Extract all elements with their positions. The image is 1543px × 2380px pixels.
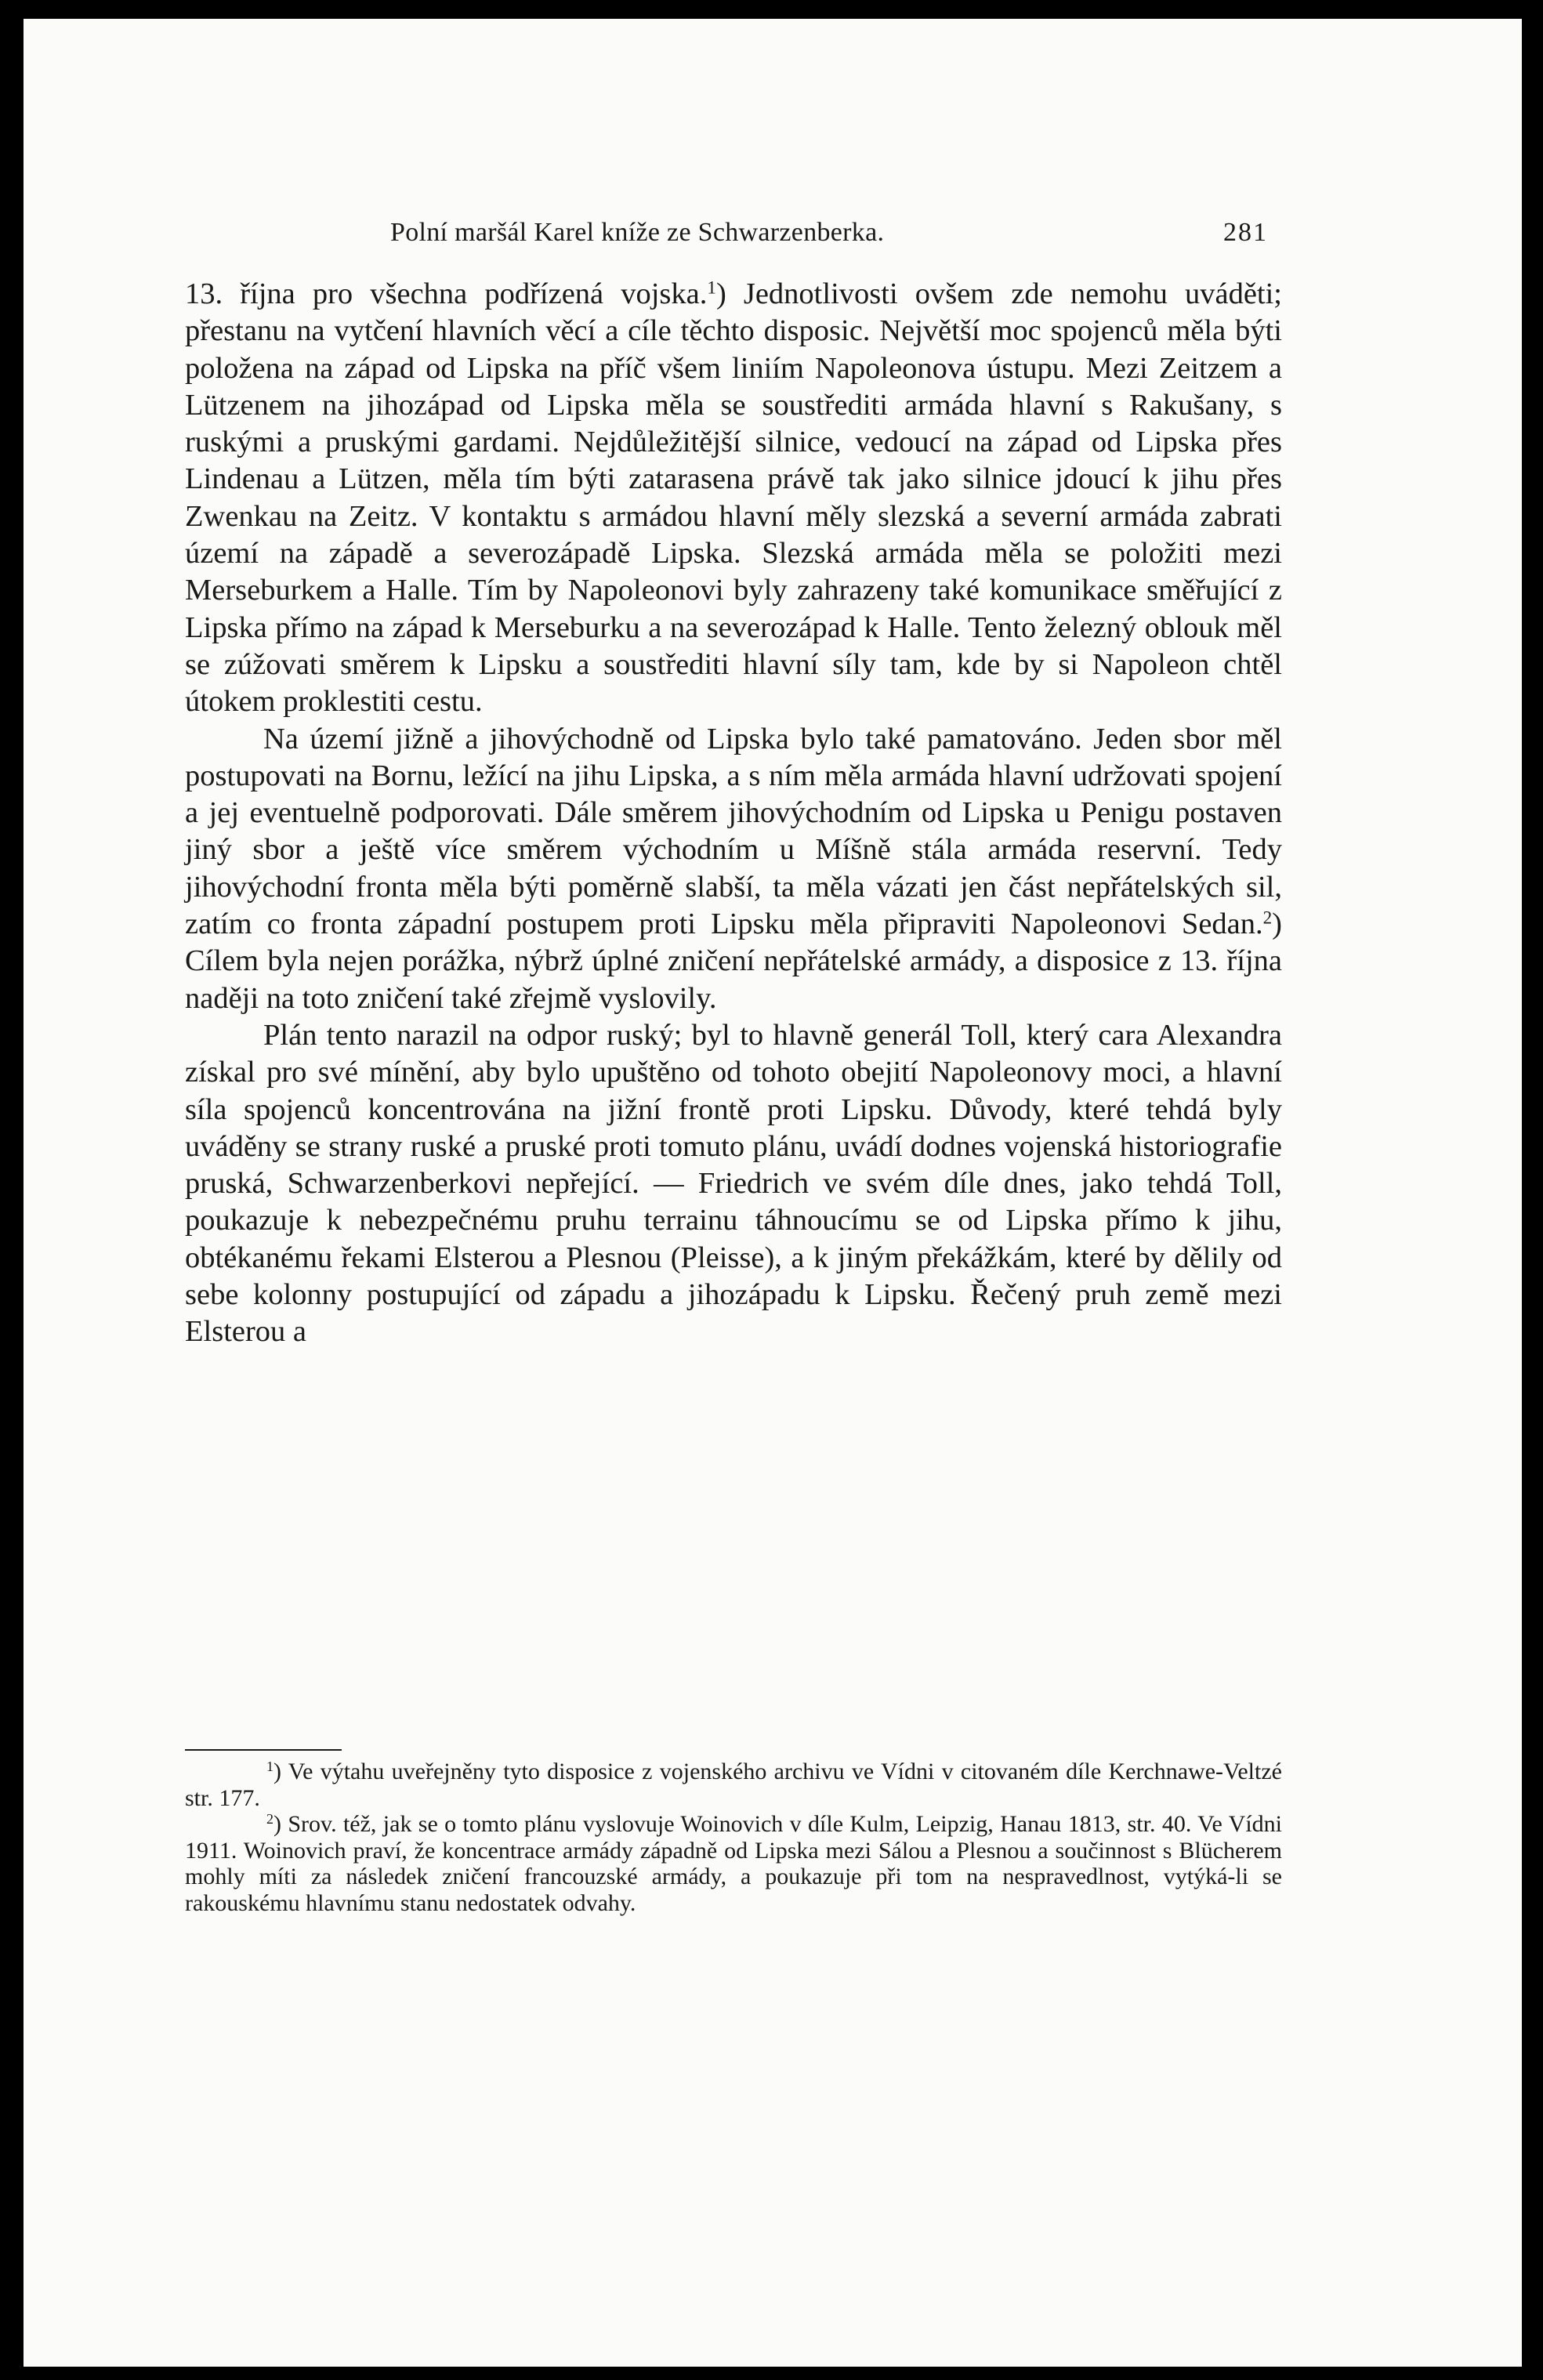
body-text (185, 276, 1282, 1351)
footnote-2 (185, 1811, 1282, 1916)
footnotes (185, 1759, 1282, 1916)
footnote-2-marker: 2 (266, 1811, 273, 1828)
paragraph-2 (185, 721, 1282, 1017)
paragraph-1-text-a: 13. října pro všechna podřízená vojska. (185, 277, 708, 310)
paragraph-1-text-b: ) Jednotlivosti ovšem zde nemohu uváděti; přestanu na vytčení hlavních věcí a cíle těchto disposic. Největší moc spojenců měla býti položena na západ od Lipska na příč všem liniím Napoleonova ústupu. Mezi Zeitzem a Lützenem na jihozápad od Lipska měla se soustřediti armáda hlavní s Rakušany, s ruskými a pruskými gardami. Nejdůležitější silnice, vedoucí na západ od Lipska přes Lindenau a Lützen, měla tím býti zatarasena právě tak jako silnice jdoucí k jihu přes Zwenkau na Zeitz. V kontaktu s armádou hlavní měly slezská a severní armáda zabrati území na západě a severozápadě Lipska. Slezská armáda měla se položiti mezi Merseburkem a Halle. Tím by Napoleonovi byly zahrazeny také komunikace směřující z Lipska přímo na západ k Merseburku a na severozápad k Halle. Tento železný oblouk měl se zúžovati směrem k Lipsku a soustřediti hlavní síly tam, kde by si Napoleon chtěl útokem proklestiti cestu. (185, 277, 1282, 719)
paragraph-2-text-a: Na území jižně a jihovýchodně od Lipska bylo také pamatováno. Jeden sbor měl postupovati na Bornu, ležící na jihu Lipska, a s ním měla armáda hlavní udržovati spojení a jej eventuelně podporovati. Dále směrem jihovýchodním od Lipska u Penigu postaven jiný sbor a ještě více směrem východním u Míšně stála armáda reservní. Tedy jihovýchodní fronta měla býti poměrně slabší, ta měla vázati jen část nepřátelských sil, zatím co fronta západní postupem proti Lipsku měla připraviti Napoleonovi Sedan. (185, 722, 1282, 941)
footnote-ref-2: 2 (1262, 907, 1273, 928)
footnote-1 (185, 1759, 1282, 1811)
footnote-2-text: ) Srov. též, jak se o tomto plánu vyslovuje Woinovich v díle Kulm, Leipzig, Hanau 1813, str. 40. Ve Vídni 1911. Woinovich praví, že koncentrace armády západně od Lipska mezi Sálou a Plesnou a součinnost s Blücherem mohly míti za následek zničení francouzské armády, a poukazuje při tom na nespravedlnost, vytýká-li se rakouskému hlavnímu stanu nedostatek odvahy. (185, 1811, 1282, 1916)
paragraph-1 (185, 276, 1282, 721)
page-number: 281 (1223, 218, 1268, 247)
footnote-rule (185, 1749, 342, 1751)
paragraph-2-text-b: ) Cílem byla nejen porážka, nýbrž úplné zničení nepřátelské armády, a disposice z 13. října naději na toto zničení také zřejmě vyslovily. (185, 907, 1282, 1015)
footnote-ref-1: 1 (707, 277, 716, 298)
footnote-1-marker: 1 (266, 1759, 273, 1775)
paragraph-3: Plán tento narazil na odpor ruský; byl to hlavně generál Toll, který cara Alexandra získal pro své mínění, aby bylo upuštěno od tohoto obejití Napoleonovy moci, a hlavní síla spojenců koncentrována na jižní frontě proti Lipsku. Důvody, které tehdá byly uváděny se strany ruské a pruské proti tomuto plánu, uvádí dodnes vojenská historiografie pruská, Schwarzenberkovi nepřející. — Friedrich ve svém díle dnes, jako tehdá Toll, poukazuje k nebezpečnému pruhu terrainu táhnoucímu se od Lipska přímo k jihu, obtékanému řekami Elsterou a Plesnou (Pleisse), a k jiným překážkám, které by dělily od sebe kolonny postupující od západu a jihozápadu k Lipsku. Řečený pruh země mezi Elsterou a (185, 1018, 1282, 1349)
footnote-1-text: ) Ve výtahu uveřejněny tyto disposice z vojenského archivu ve Vídni v citovaném díle Kerchnawe-Veltzé str. 177. (185, 1759, 1282, 1811)
running-title: Polní maršál Karel kníže ze Schwarzenberka. (390, 218, 885, 247)
running-head (185, 218, 1282, 257)
